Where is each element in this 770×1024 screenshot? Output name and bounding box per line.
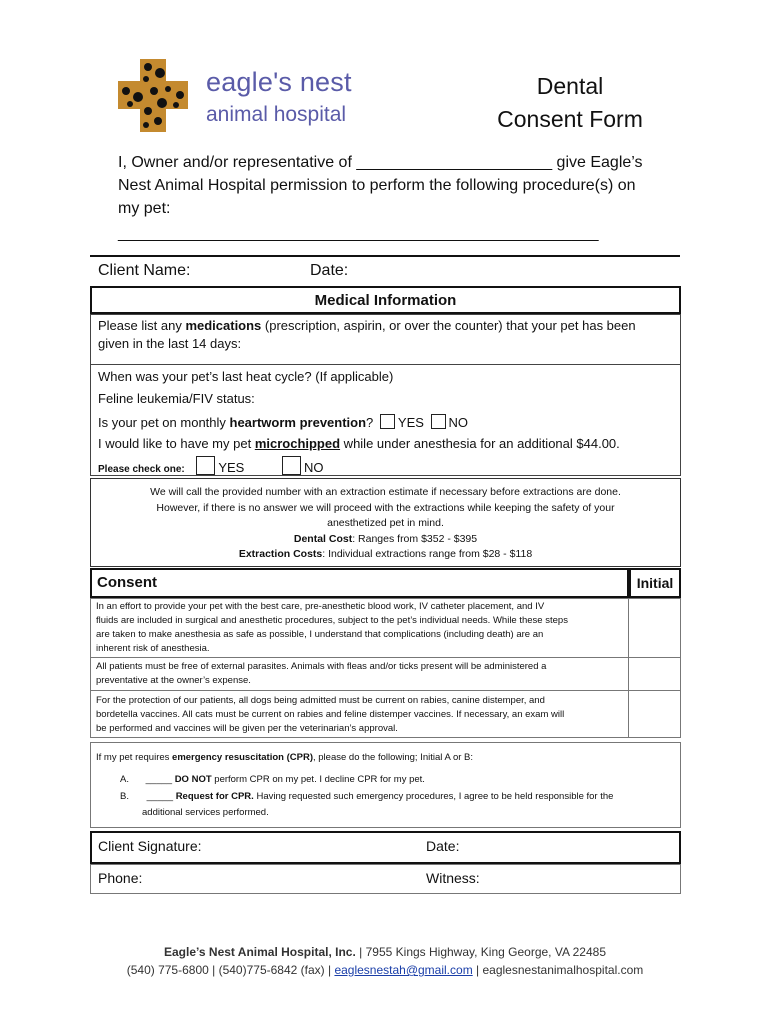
footer-company-name: Eagle’s Nest Animal Hospital, Inc. bbox=[163, 945, 356, 959]
cpr-option-b-line2: additional services performed. bbox=[142, 807, 269, 818]
consent-paragraph-3 bbox=[96, 694, 564, 736]
consent-p2-line1: All patients must be free of external parasites. Animals with fleas and/or ticks present will be administered a bbox=[96, 661, 547, 672]
dental-cost-value: : Ranges from $352 - $395 bbox=[352, 532, 478, 545]
brand-name-line2: animal hospital bbox=[206, 103, 347, 126]
dental-cost-label: Dental Cost bbox=[293, 532, 353, 545]
heartworm-question-pre: Is your pet on monthly bbox=[98, 415, 230, 430]
medications-question bbox=[98, 318, 636, 333]
witness-label: Witness: bbox=[426, 870, 480, 886]
consent-p1-line3: are taken to make anesthesia as safe as possible, I understand that complications (including death) are an bbox=[96, 629, 544, 640]
extraction-cost-label: Extraction Costs bbox=[238, 548, 323, 560]
heartworm-question bbox=[98, 414, 468, 430]
footer-phones: (540) 775-6800 | (540)775-6842 (fax) | bbox=[126, 963, 335, 977]
cpr-option-a bbox=[120, 774, 425, 785]
cpr-option-a-text: perform CPR on my pet. I decline CPR for my pet. bbox=[211, 774, 425, 785]
heartworm-question-post: ? bbox=[366, 415, 374, 430]
cpr-request-label: Request for CPR. bbox=[175, 791, 254, 802]
extraction-cost-line bbox=[90, 547, 681, 563]
phone-label: Phone: bbox=[98, 870, 143, 886]
heartworm-yes-checkbox[interactable] bbox=[380, 414, 395, 429]
cpr-option-b-initial-blank[interactable]: _____ bbox=[146, 791, 174, 802]
medications-question-post: (prescription, aspirin, or over the counter) that your pet has been bbox=[261, 318, 636, 333]
consent-paragraph-2 bbox=[96, 660, 546, 688]
notice-line2: However, if there is no answer we will proceed with the extractions while keeping the safety of your bbox=[156, 501, 615, 514]
initial-heading: Initial bbox=[636, 575, 674, 591]
microchip-no-label: NO bbox=[303, 460, 324, 475]
intro-paragraph: I, Owner and/or representative of ______________________ give Eagle’s Nest Animal Hospital permission to perform the following procedure(s) on my pet: bbox=[118, 154, 643, 217]
medical-info-heading: Medical Information bbox=[314, 292, 457, 309]
form-title bbox=[490, 70, 650, 136]
medications-question-pre: Please list any bbox=[98, 318, 186, 333]
extraction-notice-text bbox=[90, 485, 681, 563]
microchip-yes-checkbox[interactable] bbox=[196, 456, 215, 475]
heartworm-no-checkbox[interactable] bbox=[431, 414, 446, 429]
form-title-line2: Consent Form bbox=[497, 106, 643, 132]
consent-paragraph-1 bbox=[96, 600, 568, 656]
client-date-label: Date: bbox=[310, 262, 349, 279]
microchip-keyword: microchipped bbox=[254, 436, 341, 451]
cpr-intro-pre: If my pet requires bbox=[96, 752, 173, 763]
consent-heading: Consent bbox=[97, 574, 157, 591]
cpr-keyword: emergency resuscitation (CPR) bbox=[172, 752, 313, 763]
microchip-yes-label: YES bbox=[218, 460, 245, 475]
cpr-option-b bbox=[120, 791, 613, 802]
footer-website: | eaglesnestanimalhospital.com bbox=[472, 963, 644, 977]
heartworm-keyword: heartworm prevention bbox=[229, 415, 367, 430]
check-one-label: Please check one: bbox=[98, 464, 185, 475]
microchip-question-post: while under anesthesia for an additional $44.00. bbox=[340, 436, 620, 451]
consent-header-box bbox=[90, 568, 629, 598]
form-title-line1: Dental bbox=[536, 73, 604, 99]
initial-cell-2[interactable] bbox=[628, 657, 681, 691]
brand-name-line1: eagle's nest bbox=[206, 67, 352, 97]
cpr-do-not-label: DO NOT bbox=[174, 774, 212, 785]
notice-line1: We will call the provided number with an extraction estimate if necessary before extractions are done. bbox=[150, 486, 621, 498]
divider bbox=[90, 364, 681, 365]
medications-question-line2: given in the last 14 days: bbox=[98, 336, 242, 351]
cpr-option-a-letter: A. bbox=[120, 774, 129, 785]
consent-p2-line2: preventative at the owner’s expense. bbox=[96, 675, 251, 686]
footer-line1 bbox=[0, 945, 770, 959]
microchip-no-checkbox[interactable] bbox=[282, 456, 301, 475]
procedure-blank-line[interactable]: ______________________________________________________ bbox=[118, 225, 599, 242]
client-name-label: Client Name: bbox=[98, 262, 191, 279]
cpr-option-a-initial-blank[interactable]: _____ bbox=[145, 774, 173, 785]
initial-cell-1[interactable] bbox=[628, 598, 681, 658]
heartworm-yes-label: YES bbox=[397, 415, 424, 430]
cpr-intro bbox=[96, 752, 473, 763]
heat-cycle-question: When was your pet’s last heat cycle? (If applicable) bbox=[98, 369, 394, 384]
notice-line3: anesthetized pet in mind. bbox=[327, 517, 444, 529]
initial-cell-3[interactable] bbox=[628, 690, 681, 738]
signature-date-label: Date: bbox=[426, 838, 460, 854]
footer-email-link[interactable]: eaglesnestah@gmail.com bbox=[334, 963, 473, 977]
consent-p1-line1: In an effort to provide your pet with the best care, pre-anesthetic blood work, IV catheter placement, and IV bbox=[96, 601, 545, 612]
microchip-question-pre: I would like to have my pet bbox=[98, 436, 255, 451]
consent-p1-line4: inherent risk of anesthesia. bbox=[96, 643, 210, 654]
client-row-top-rule bbox=[90, 255, 680, 257]
consent-p3-line2: bordetella vaccines. All cats must be current on rabies and feline distemper vaccines. If necessary, an exam will bbox=[96, 709, 565, 720]
medications-keyword: medications bbox=[185, 318, 262, 333]
microchip-question bbox=[98, 436, 620, 451]
consent-p3-line3: be performed and vaccines will be given per the veterinarian’s approval. bbox=[96, 723, 398, 734]
footer-address: | 7955 Kings Highway, King George, VA 22485 bbox=[355, 945, 606, 959]
footer-line2 bbox=[0, 963, 770, 977]
consent-p1-line2: fluids are included in surgical and anesthetic procedures, subject to the pet’s individual needs. While these steps bbox=[96, 615, 568, 626]
felv-fiv-question: Feline leukemia/FIV status: bbox=[98, 391, 255, 406]
microchip-choice-row bbox=[98, 456, 323, 475]
hospital-logo-icon bbox=[118, 59, 188, 132]
cpr-option-b-text: Having requested such emergency procedures, I agree to be held responsible for the bbox=[253, 791, 614, 802]
client-signature-label: Client Signature: bbox=[98, 838, 202, 854]
phone-row-box bbox=[90, 864, 681, 894]
heartworm-no-label: NO bbox=[448, 415, 469, 430]
cpr-intro-post: , please do the following; Initial A or B: bbox=[313, 752, 474, 763]
extraction-cost-value: : Individual extractions range from $28 - $118 bbox=[322, 548, 533, 560]
consent-p3-line1: For the protection of our patients, all dogs being admitted must be current on rabies, canine distemper, and bbox=[96, 695, 545, 706]
cpr-option-b-letter: B. bbox=[120, 791, 129, 802]
dental-cost-line bbox=[90, 532, 681, 548]
